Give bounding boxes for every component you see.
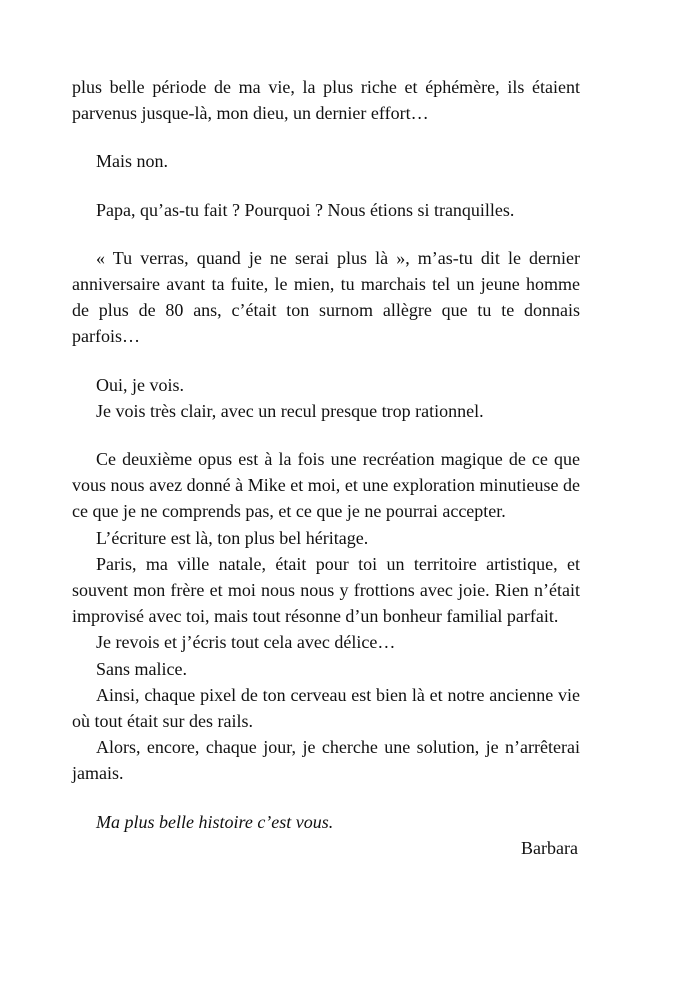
paragraph-mais-non: Mais non. [96,151,168,172]
paragraph-dedication: Ma plus belle histoire c’est vous. [96,811,334,832]
paragraph-alors: Alors, encore, chaque jour, je cherche une solution, je n’arrêterai jamais. [72,737,580,784]
paragraph-oui-je-vois: Oui, je vois. [96,374,184,395]
paragraph-ecriture: L’écriture est là, ton plus bel héritage. [96,527,369,548]
page-text [72,74,580,861]
signature: Barbara [521,837,578,858]
paragraph-sans-malice: Sans malice. [96,658,187,679]
paragraph-continuation: plus belle période de ma vie, la plus riche et éphémère, ils étaient parvenus jusque-là, mon dieu, un dernier effort… [72,77,580,124]
paragraph-je-revois: Je revois et j’écris tout cela avec délice… [96,632,396,653]
paragraph-paris: Paris, ma ville natale, était pour toi un territoire artistique, et souvent mon frère et moi nous nous y frottions avec joie. Rien n’était improvisé avec toi, mais tout résonne d’un bonheur familial parfait. [72,553,580,627]
paragraph-je-vois-tres-clair: Je vois très clair, avec un recul presque trop rationnel. [96,400,484,421]
paragraph-ainsi: Ainsi, chaque pixel de ton cerveau est bien là et notre ancienne vie où tout était sur des rails. [72,684,580,732]
paragraph-deuxieme-opus: Ce deuxième opus est à la fois une recréation magique de ce que vous nous avez donné à Mike et moi, et une exploration minutieuse de ce que je ne comprends pas, et ce que je ne pourrai accepter. [72,449,580,522]
paragraph-tu-verras: « Tu verras, quand je ne serai plus là », m’as-tu dit le dernier anniversaire avant ta fuite, le mien, tu marchais tel un jeune homme de plus de 80 ans, c’était ton surnom allègre que tu te donnais parfois… [72,247,580,347]
paragraph-papa: Papa, qu’as-tu fait ? Pourquoi ? Nous étions si tranquilles. [96,199,515,220]
